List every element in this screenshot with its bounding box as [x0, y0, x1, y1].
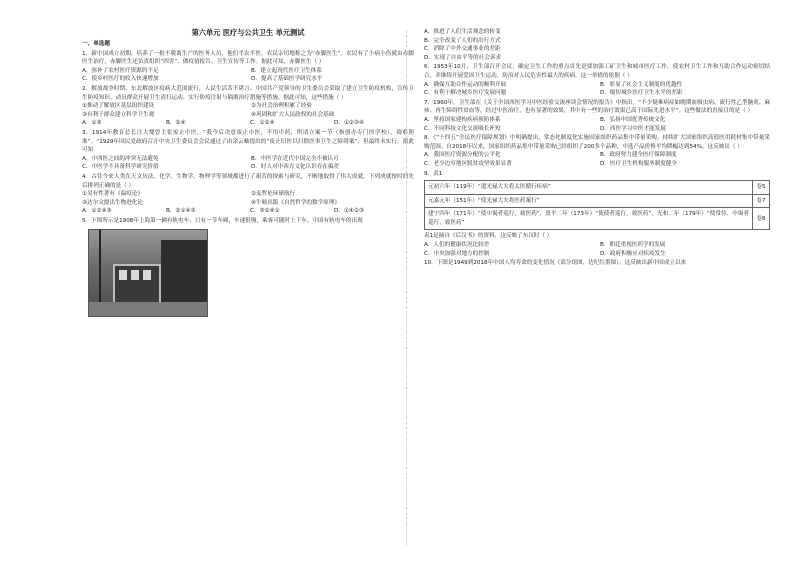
right-column — [424, 28, 770, 269]
option-d: D．①④②③ — [334, 208, 364, 215]
question-4 — [82, 173, 414, 216]
option-b: B．②①④③ — [166, 208, 196, 215]
page-title: 第六单元 医疗与公共卫生 单元测试 — [191, 28, 305, 37]
option-d: D．医疗卫生机构服务制度健全 — [600, 160, 678, 167]
option-d: D．①②③④ — [334, 120, 364, 127]
question-stem: 4．古往今来人类在天文历法、化学、生物学、物理学等领域都进行了艰苦的探索与研究，不断地取得了伟大成就。下列成就按时间先后排列正确的是（ ） — [82, 173, 414, 189]
options — [424, 151, 770, 168]
table-cell-ref: 卷5 — [753, 181, 770, 195]
question-9 — [424, 170, 770, 259]
source-table — [424, 180, 770, 230]
question-5-options — [424, 28, 770, 62]
table-cell-ref: 卷8 — [753, 208, 770, 230]
tram-window — [119, 270, 127, 280]
question-stem: 9．表1 — [424, 170, 443, 177]
option-a: A．①②④③ — [82, 208, 112, 215]
question-3 — [82, 129, 414, 172]
statement-4: ④巩固和扩大人民政权的社会基础 — [251, 111, 335, 118]
table-row — [425, 181, 770, 195]
option-a: A．确保互助合作运动的顺利开展 — [424, 81, 507, 88]
column-divider — [406, 30, 407, 545]
table-row — [425, 194, 770, 208]
option-c: C．老少边穷地区脱贫攻坚效果显著 — [424, 160, 512, 167]
option-b: B．完全改变了人们的出行方式 — [424, 37, 501, 44]
option-b: B．弘扬中国优秀传统文化 — [600, 116, 666, 123]
option-d: D．提高了基础医学研究水平 — [251, 76, 323, 83]
table-cell: 元初六年（119年）“遣光禄大夫将太医循行疾病” — [425, 181, 753, 195]
options — [424, 116, 770, 133]
question-stem: 10．下图是1949到2018年中国人均寿命的变化情况（部分组图，边纪红墨图）。这反映出新中国成立以来 — [424, 260, 687, 267]
option-a: A．坚持国家建构疾病预防体系 — [424, 116, 501, 123]
table-row — [425, 208, 770, 230]
question-stem: 6．1953年10月，卫生部召开会议，确定卫生工作的重点首先是要加强工矿卫生和城市医疗工作，使农村卫生工作和互助合作运动密切结合，并继续开展爱国卫生运动，防治对人民危害性最大的疾病。这一举措的依据（ ） — [424, 64, 770, 79]
question-stem: 3．1914年教育总长汪大燮曾主张废止中医，“我今后决意废止中医，不用中药，所请立案一节（指创办专门医学校），碍难照准”。“1929年国民党政府召开中央卫生委员会会议通过了由余云岫提出的“废止旧医以扫除医事卫生之障碍案”，但最终未实行。据此可知 — [82, 129, 414, 154]
tram-photo — [88, 229, 208, 317]
left-column — [82, 28, 414, 318]
option-c: C．消除了中外交通事业的差距 — [424, 46, 501, 53]
statements — [82, 190, 414, 207]
options — [82, 207, 414, 216]
table-cell: 建宁四年（171年）“使中谒者巡行，致医药”，熹平二年（173年）“使使者巡行，致医药”，光和二年（179年）“使常侍、中谒者巡行，致医药” — [425, 208, 753, 230]
question-stem: 1．新中国成立初期，培养了一批不脱离生产的医务人员，他们半农半医，农民亲切地称之为“赤脚医生”。农民有了小病小伤就由赤脚医生治疗，赤脚医生还负责组织“四害”、做疫情报告、卫生宣传等工作。据此可知，赤脚医生（ ） — [82, 50, 414, 66]
option-d: D．西医学习中医才能发展 — [600, 125, 666, 132]
statement-1: ①推动了解放区基层组织建设 — [82, 103, 155, 110]
question-8 — [424, 134, 770, 168]
statements — [82, 102, 414, 119]
statement-3: ③达尔文提出生物进化论 — [82, 199, 143, 206]
table-cell: 元嘉元年（151年）“使光禄大夫将医药案行” — [425, 194, 753, 208]
options — [424, 241, 770, 258]
question-5 — [82, 217, 414, 318]
question-2 — [82, 85, 414, 128]
option-d: D．实现了自由平等的社会诉求 — [424, 54, 502, 61]
statement-4: ④牛顿出版《自然哲学的数学原理》 — [251, 199, 340, 206]
question-stem: 5．下图所示是1908年上海第一辆有轨电车，只有一节车厢，车速很慢，乘客可随时上下车。中国有轨电车的出现 — [82, 217, 363, 224]
options — [82, 119, 414, 128]
statement-2: ②麦哲伦环球航行 — [251, 191, 296, 198]
option-c: C．使乡村医疗的收入快速增加 — [82, 76, 159, 83]
option-b: B．中医学在近代中国完全不被认可 — [251, 155, 339, 162]
street-shape — [89, 302, 207, 316]
option-c: C．不同科技文化交流吸长补短 — [424, 125, 501, 132]
option-b: B．朝廷重视医药学的发展 — [600, 242, 666, 249]
statement-3: ③有利于群众建立科学卫生观 — [82, 111, 155, 118]
question-7 — [424, 99, 770, 133]
statement-1: ①吴有性著有《温疫论》 — [82, 191, 143, 198]
option-a: A．弥补了农村医疗资源的不足 — [82, 67, 159, 74]
question-stem: 2．解放战争时期，东北解放区疫病大范围流行，人民生活苦不堪言。中国共产党领导的卫生委员会采取了建立卫生防疫机构，宣传卫生防疫知识、动员群众开展卫生清扫运动、实行防疫注射与隔离治疗措施等措施。据此可知，这些措施（ ） — [82, 85, 414, 101]
option-b: B．②④ — [166, 120, 186, 127]
question-6 — [424, 63, 770, 97]
option-a: A．中西医之间的冲突无法避免 — [82, 155, 159, 162]
question-prompt: 表1是摘自《后汉书》的资料，这反映了东汉时（ ） — [424, 233, 553, 240]
option-c: C．③②④① — [250, 208, 280, 215]
table-cell-ref: 卷7 — [753, 194, 770, 208]
option-a: A．人们的健康状况比较差 — [424, 242, 490, 249]
options — [82, 67, 414, 84]
question-1 — [82, 50, 414, 84]
option-a: A．①③ — [82, 120, 102, 127]
option-b: B．政府努力建全医疗保障制度 — [600, 152, 677, 159]
question-stem: 7．1960年，卫生部在《关于全国西医学习中医经验交流座谈会情况的报告》中指出，“不少疑难病症如晚期血吸虫病、流行性乙型脑炎、麻疹、再生障碍性贫血等，经过中医治疗，也有显著的效果，其中有一些的治疗效果已高于国际先进水平”。这些做法的直接目的是（ ） — [424, 99, 770, 115]
question-stem: 8．《“十四五”全民医疗保障规划》中明确提出，常态化制度化实施国家组织药品集中带量采购，持续扩大国家组织高值医用耗材集中带量采购范围。自2018年以来，国家组织药品集中带量采购已经组织了200多个品种，中选产品价格平均降幅达到54%。这反映出（ ） — [424, 135, 770, 150]
option-d: D．政府积极应对疾疫发生 — [600, 250, 666, 257]
option-c: C．有利于解决城乡医疗发展问题 — [424, 90, 507, 97]
options — [424, 81, 770, 98]
option-a: A．我国医疗资源分配的公平化 — [424, 152, 501, 159]
option-b: B．建立起现代医疗卫生体系 — [251, 67, 322, 74]
question-10 — [424, 259, 770, 268]
option-b: B．彰显了社会主义制度的优越性 — [600, 81, 683, 88]
option-a: A．推进了人们生活观念的转变 — [424, 29, 501, 35]
option-d: D．时人对中西方文化认识存在偏差 — [251, 164, 340, 171]
options — [82, 155, 414, 172]
option-d: D．缩短城乡医疗卫生水平的差距 — [600, 90, 683, 97]
tram-window — [143, 270, 151, 280]
statement-2: ②为社会治理积累了经验 — [251, 103, 312, 110]
section-heading: 一、单选题 — [82, 41, 110, 47]
option-c: C．中医学不具备科学研究价值 — [82, 164, 159, 171]
option-c: C．中央加强对地方的控制 — [424, 250, 490, 257]
tram-window — [131, 270, 139, 280]
option-c: C．①②④ — [250, 120, 275, 127]
